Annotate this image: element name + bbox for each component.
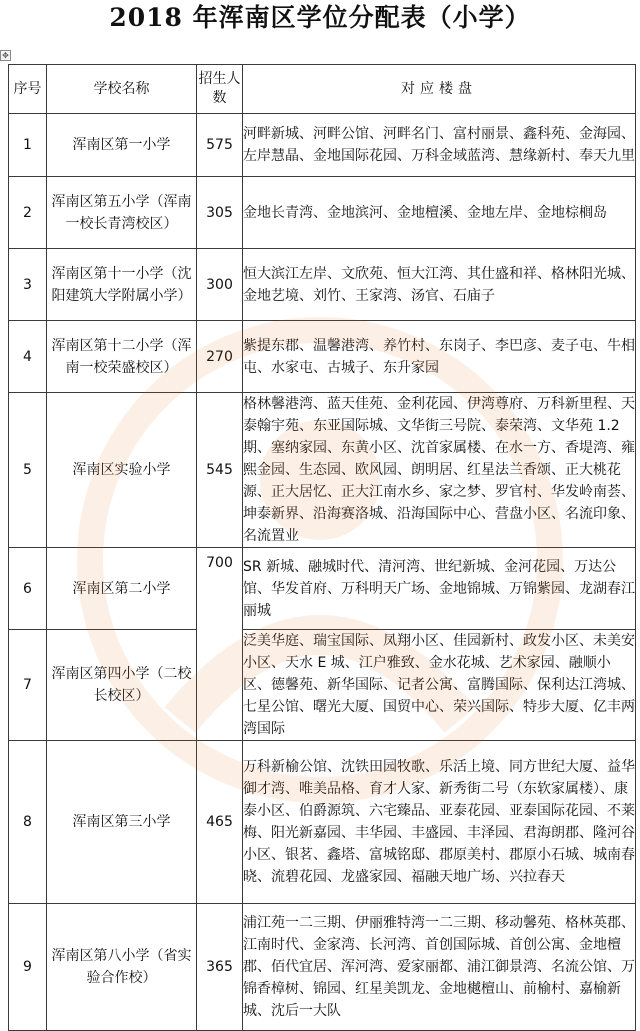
enrollment-count: 305 — [197, 177, 243, 249]
move-icon[interactable]: ✥ — [0, 50, 11, 61]
school-name: 浑南区第八小学（省实验合作校） — [47, 904, 197, 1031]
estate-list: 万科新榆公馆、沈铁田园牧歌、乐活上境、同方世纪大厦、益华御才湾、唯美品格、育才人家、新秀街二号（东软家属楼）、康泰小区、伯爵源筑、六宅臻品、亚泰花园、亚泰国际花园、不莱梅、阳光新嘉园、丰华园、丰盛园、丰泽园、君海朗郡、隆河谷小区、银茗、鑫塔、富城铭邸、郡原美村、郡原小石城、城南春晓、流碧花园、龙盛家园、福融天地广场、兴拉春天 — [243, 741, 636, 904]
table-row — [9, 177, 636, 249]
header-no: 序号 — [9, 65, 47, 114]
row-no: 6 — [9, 548, 47, 630]
estate-list: 恒大滨江左岸、文欣苑、恒大江湾、其仕盛和祥、格林阳光城、金地艺境、刘竹、王家湾、汤官、石庙子 — [243, 249, 636, 321]
table-row — [9, 741, 636, 904]
row-no: 5 — [9, 393, 47, 548]
estate-list: 河畔新城、河畔公馆、河畔名门、富村丽景、鑫科苑、金海园、左岸慧晶、金地国际花园、万科金域蓝湾、慧缘新村、奉天九里 — [243, 114, 636, 177]
table-header-row — [9, 65, 636, 114]
allocation-table — [8, 64, 636, 1031]
table-row — [9, 114, 636, 177]
school-name: 浑南区第十一小学（沈阳建筑大学附属小学） — [47, 249, 197, 321]
estate-list: 紫提东郡、温馨港湾、养竹村、东岗子、李巴彦、麦子屯、牛相屯、水家屯、古城子、东升家园 — [243, 321, 636, 393]
enrollment-count: 465 — [197, 741, 243, 904]
school-name: 浑南区第二小学 — [47, 548, 197, 630]
estate-list: 金地长青湾、金地滨河、金地檀溪、金地左岸、金地棕榈岛 — [243, 177, 636, 249]
enrollment-count: 700 — [197, 548, 243, 741]
enrollment-count: 365 — [197, 904, 243, 1031]
enrollment-count: 300 — [197, 249, 243, 321]
enrollment-count: 575 — [197, 114, 243, 177]
header-school: 学校名称 — [47, 65, 197, 114]
row-no: 7 — [9, 630, 47, 741]
enrollment-count: 270 — [197, 321, 243, 393]
page-title: 2018 年浑南区学位分配表（小学） — [109, 3, 531, 32]
school-name: 浑南区第三小学 — [47, 741, 197, 904]
row-no: 4 — [9, 321, 47, 393]
table-row — [9, 321, 636, 393]
enrollment-count: 545 — [197, 393, 243, 548]
estate-list: 浦江苑一二三期、伊丽雅特湾一二三期、移动馨苑、格林英郡、江南时代、金家湾、长河湾、首创国际城、首创公寓、金地檀郡、佰代宜居、浑河湾、爱家丽都、浦江御景湾、名流公馆、万锦香樟树、锦园、红星美凯龙、金地樾檀山、前榆村、嘉榆新城、沈后一大队 — [243, 904, 636, 1031]
table-row — [9, 904, 636, 1031]
school-name: 浑南区第五小学（浑南一校长青湾校区） — [47, 177, 197, 249]
row-no: 1 — [9, 114, 47, 177]
school-name: 浑南区第四小学（二校长校区） — [47, 630, 197, 741]
row-no: 2 — [9, 177, 47, 249]
estate-list: 泛美华庭、瑞宝国际、凤翔小区、佳园新村、政发小区、未美安小区、天水 E 城、江户雅致、金水花城、艺术家园、融顺小区、德馨苑、新华国际、记者公寓、富腾国际、保利达江湾城、七星公馆、曙光大厦、国贸中心、荣兴国际、特步大厦、亿丰两湾国际 — [243, 630, 636, 741]
row-no: 9 — [9, 904, 47, 1031]
school-name: 浑南区实验小学 — [47, 393, 197, 548]
school-name: 浑南区第一小学 — [47, 114, 197, 177]
row-no: 8 — [9, 741, 47, 904]
table-row — [9, 393, 636, 548]
table-row — [9, 249, 636, 321]
table-row — [9, 630, 636, 741]
header-estates: 对应楼盘 — [243, 65, 636, 114]
row-no: 3 — [9, 249, 47, 321]
estate-list: 格林馨港湾、蓝天佳苑、金利花园、伊湾尊府、万科新里程、天泰翰宇苑、东亚国际城、文华街三号院、泰荣湾、文华苑 1.2 期、塞纳家园、东黄小区、沈首家属楼、在水一方、香堤湾、雍熙金园、生态园、欧风园、朗明居、红星法兰香颂、正大桃花源、正大居忆、正大江南水乡、家之梦、罗官村、华发岭南荟、坤泰新界、沿海赛洛城、沿海国际中心、营盘小区、名流印象、名流置业 — [243, 393, 636, 548]
table-row — [9, 548, 636, 630]
estate-list: SR 新城、融城时代、清河湾、世纪新城、金河花园、万达公馆、华发首府、万科明天广场、金地锦城、万锦紫园、龙湖春江丽城 — [243, 548, 636, 630]
school-name: 浑南区第十二小学（浑南一校荣盛校区） — [47, 321, 197, 393]
header-capacity: 招生人数 — [197, 65, 243, 114]
